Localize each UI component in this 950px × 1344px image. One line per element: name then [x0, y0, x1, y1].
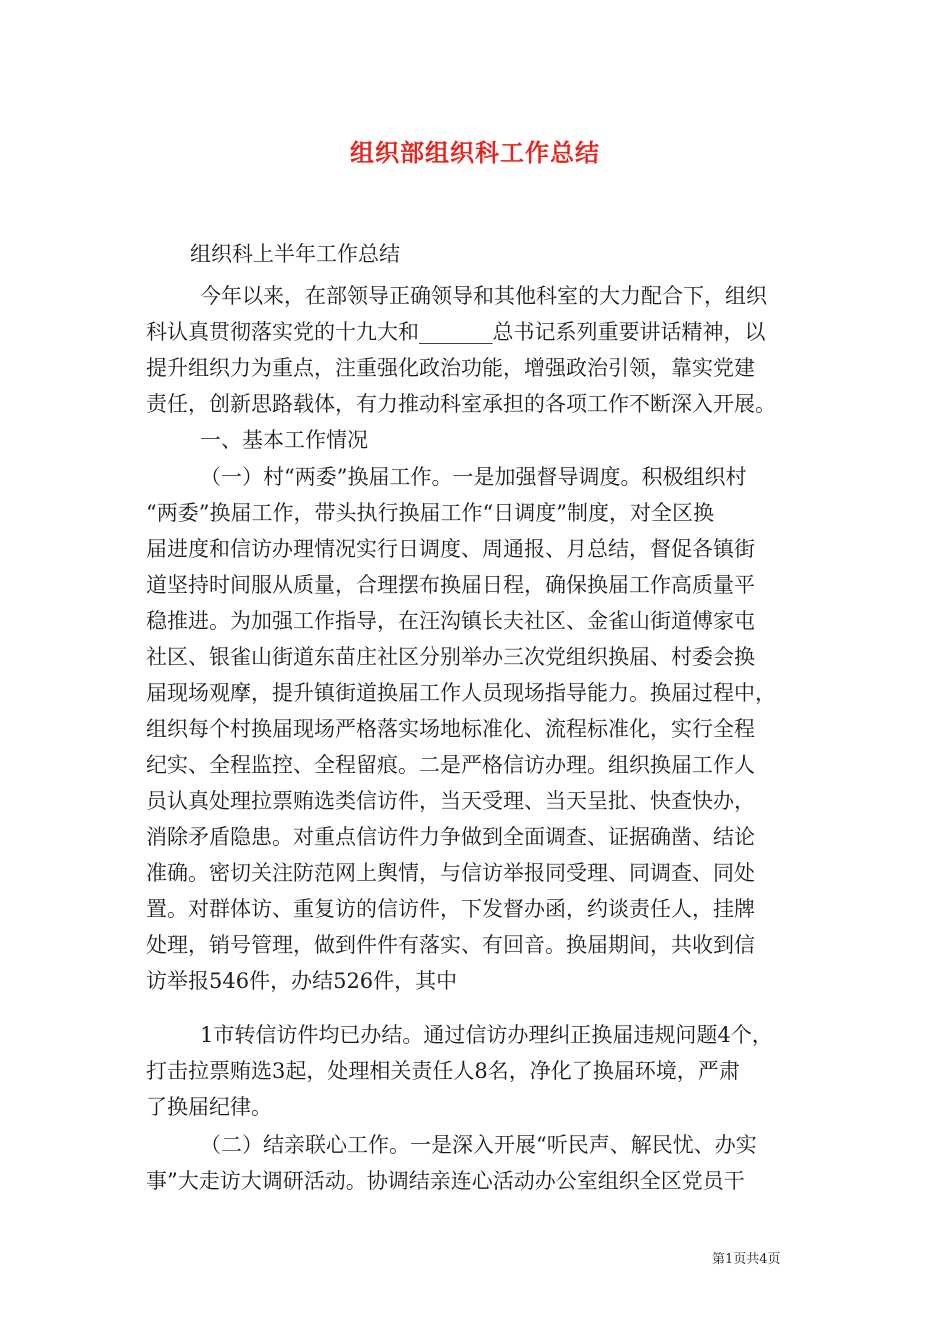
- paragraph-line: 员认真处理拉票贿选类信访件，当天受理、当天呈批、快查快办，: [146, 789, 755, 813]
- paragraph-line: 处理，销号管理，做到件件有落实、有回音。换届期间，共收到信: [146, 933, 755, 957]
- paragraph-line: 今年以来，在部领导正确领导和其他科室的大力配合下，组织: [200, 284, 767, 308]
- paragraph-line: 打击拉票贿选3起，处理相关责任人8名，净化了换届环境，严肃: [146, 1059, 740, 1083]
- section-heading: 一、基本工作情况: [200, 428, 368, 452]
- paragraph-line: （二）结亲联心工作。一是深入开展“听民声、解民忧、办实: [200, 1133, 757, 1157]
- paragraph-line: 纪实、全程监控、全程留痕。二是严格信访办理。组织换届工作人: [146, 753, 755, 777]
- paragraph-line: 道坚持时间服从质量，合理摆布换届日程，确保换届工作高质量平: [146, 573, 755, 597]
- paragraph-line: 了换届纪律。: [146, 1095, 272, 1119]
- paragraph-line: 置。对群体访、重复访的信访件，下发督办函，约谈责任人，挂牌: [146, 897, 755, 921]
- paragraph-line: 稳推进。为加强工作指导，在汪沟镇长夫社区、金雀山街道傅家屯: [146, 609, 755, 633]
- page-number: 第1页共4页: [712, 1252, 781, 1267]
- document-subtitle: 组织科上半年工作总结: [190, 242, 400, 266]
- paragraph-line: 事”大走访大调研活动。协调结亲连心活动办公室组织全区党员干: [146, 1169, 745, 1193]
- paragraph-line: 提升组织力为重点，注重强化政治功能，增强政治引领，靠实党建: [146, 356, 755, 380]
- paragraph-line: 社区、银雀山街道东苗庄社区分别举办三次党组织换届、村委会换: [146, 645, 755, 669]
- paragraph-line: 责任，创新思路载体，有力推动科室承担的各项工作不断深入开展。: [146, 392, 776, 416]
- paragraph-line: 届进度和信访办理情况实行日调度、周通报、月总结，督促各镇街: [146, 537, 755, 561]
- paragraph-line: 消除矛盾隐患。对重点信访件力争做到全面调查、证据确凿、结论: [146, 825, 755, 849]
- paragraph-line: 准确。密切关注防范网上舆情，与信访举报同受理、同调查、同处: [146, 861, 755, 885]
- document-title: 组织部组织科工作总结: [350, 138, 600, 167]
- paragraph-line: 访举报546件，办结526件，其中: [146, 969, 458, 993]
- paragraph-line: 1市转信访件均已办结。通过信访办理纠正换届违规问题4个，: [200, 1023, 773, 1047]
- paragraph-line: 届现场观摩，提升镇街道换届工作人员现场指导能力。换届过程中，: [146, 681, 776, 705]
- paragraph-line: “两委”换届工作，带头执行换届工作“日调度”制度，对全区换: [146, 501, 714, 525]
- paragraph-line: 组织每个村换届现场严格落实场地标准化、流程标准化，实行全程: [146, 717, 755, 741]
- paragraph-line: （一）村“两委”换届工作。一是加强督导调度。积极组织村: [200, 465, 747, 489]
- paragraph-line: 科认真贯彻落实党的十九大和_______总书记系列重要讲话精神，以: [146, 320, 766, 344]
